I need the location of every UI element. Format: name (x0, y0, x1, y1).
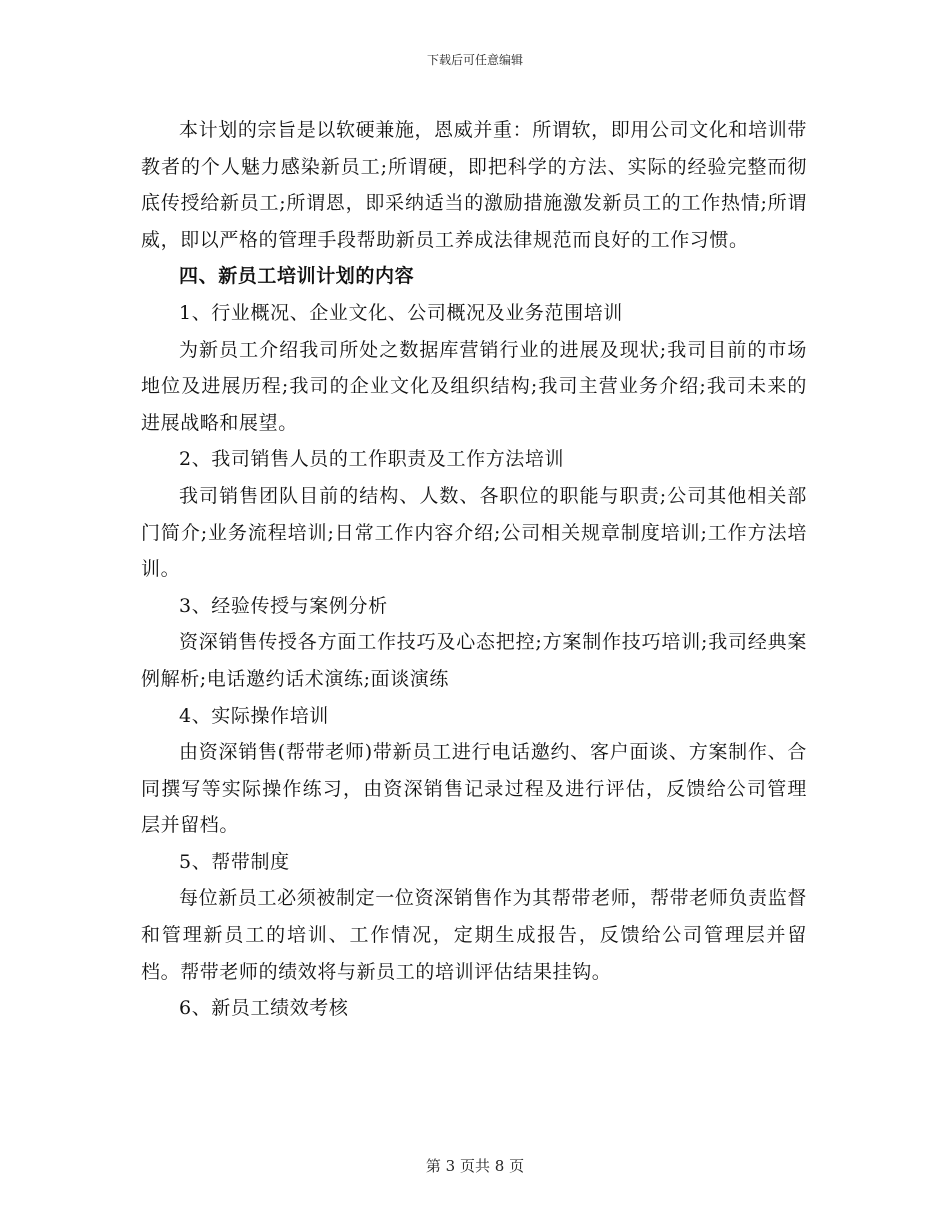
item-2-text: 我司销售团队目前的结构、人数、各职位的职能与职责;公司其他相关部门简介;业务流程培训;日常工作内容介绍;公司相关规章制度培训;工作方法培训。 (141, 484, 807, 581)
item-5-title: 5、帮带制度 (179, 850, 290, 873)
item-3-text: 资深销售传授各方面工作技巧及心态把控;方案制作技巧培训;我司经典案例解析;电话邀约话术演练;面谈演练 (141, 631, 807, 690)
section-heading: 四、新员工培训计划的内容 (179, 265, 415, 288)
document-body (141, 112, 807, 1027)
page-footer: 第 3 页共 8 页 (425, 1157, 525, 1175)
page-header: 下载后可任意编辑 (426, 53, 523, 67)
item-2-title: 2、我司销售人员的工作职责及工作方法培训 (179, 448, 565, 471)
item-4-title: 4、实际操作培训 (179, 704, 329, 727)
item-5-text: 每位新员工必须被制定一位资深销售作为其帮带老师，帮带老师负责监督和管理新员工的培训、工作情况，定期生成报告，反馈给公司管理层并留档。帮带老师的绩效将与新员工的培训评估结果挂钩。 (141, 887, 807, 983)
item-3-title: 3、经验传授与案例分析 (179, 594, 388, 617)
item-6-title: 6、新员工绩效考核 (179, 997, 349, 1020)
item-1-title: 1、行业概况、企业文化、公司概况及业务范围培训 (179, 301, 623, 324)
item-4-text: 由资深销售(帮带老师)带新员工进行电话邀约、客户面谈、方案制作、合同撰写等实际操作练习，由资深销售记录过程及进行评估，反馈给公司管理层并留档。 (141, 741, 807, 837)
item-1-text: 为新员工介绍我司所处之数据库营销行业的进展及现状;我司目前的市场地位及进展历程;我司的企业文化及组织结构;我司主营业务介绍;我司未来的进展战略和展望。 (141, 338, 807, 434)
intro-paragraph: 本计划的宗旨是以软硬兼施，恩威并重：所谓软，即用公司文化和培训带教者的个人魅力感染新员工;所谓硬，即把科学的方法、实际的经验完整而彻底传授给新员工;所谓恩，即采纳适当的激励措施激发新员工的工作热情;所谓威，即以严格的管理手段帮助新员工养成法律规范而良好的工作习惯。 (141, 119, 807, 251)
